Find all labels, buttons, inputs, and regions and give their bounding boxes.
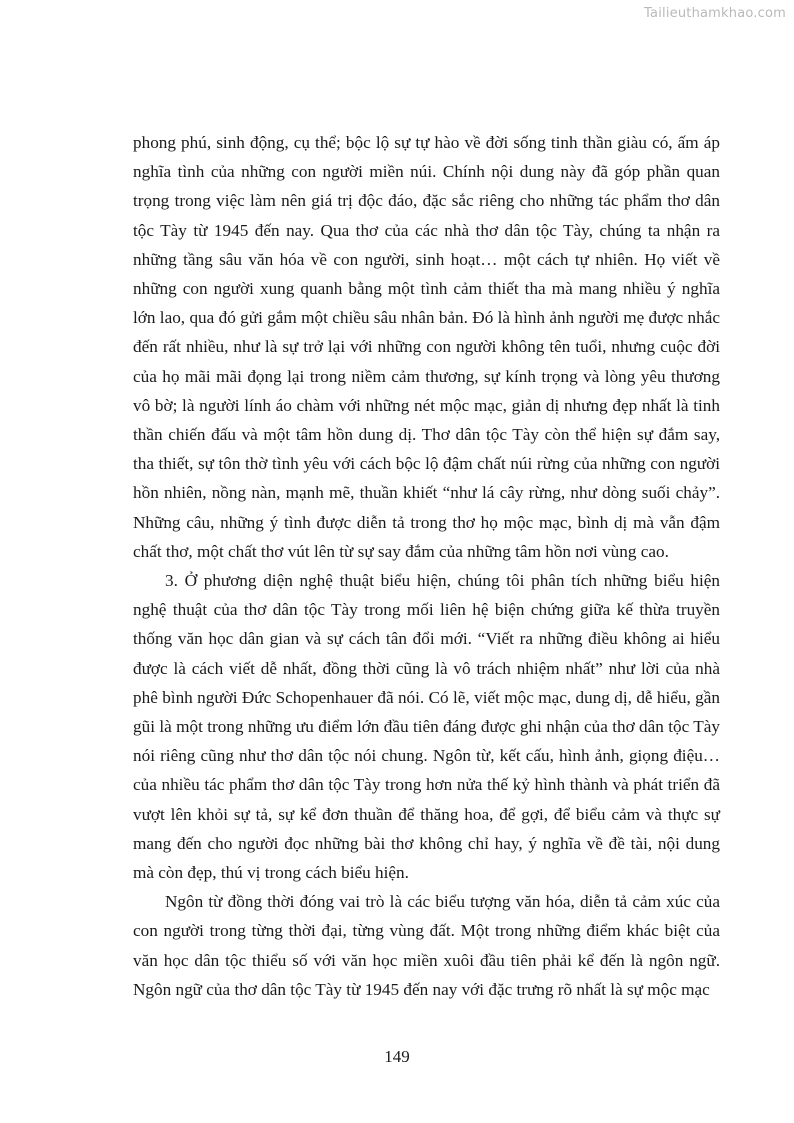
watermark-text: Tailieuthamkhao.com [644, 6, 786, 21]
paragraph-continuation: phong phú, sinh động, cụ thể; bộc lộ sự tự hào về đời sống tinh thần giàu có, ấm áp nghĩa tình của những con người miền núi. Chính nội dung này đã góp phần quan trọng trong việc làm nên giá trị độc đáo, đặc sắc riêng cho những tác phẩm thơ dân tộc Tày từ 1945 đến nay. Qua thơ của các nhà thơ dân tộc Tày, chúng ta nhận ra những tầng sâu văn hóa về con người, sinh hoạt… một cách tự nhiên. Họ viết về những con người xung quanh bằng một tình cảm thiết tha mà mang nhiều ý nghĩa lớn lao, qua đó gửi gắm một chiều sâu nhân bản. Đó là hình ảnh người mẹ được nhắc đến rất nhiều, như là sự trở lại với những con người không tên tuổi, nhưng cuộc đời của họ mãi mãi đọng lại trong niềm cảm thương, sự kính trọng và lòng yêu thương vô bờ; là người lính áo chàm với những nét mộc mạc, giản dị nhưng đẹp nhất là tinh thần chiến đấu và một tâm hồn dung dị. Thơ dân tộc Tày còn thể hiện sự đắm say, tha thiết, sự tôn thờ tình yêu với cách bộc lộ đậm chất núi rừng của những con người hồn nhiên, nồng nàn, mạnh mẽ, thuần khiết “như lá cây rừng, như dòng suối chảy”. Những câu, những ý tình được diễn tả trong thơ họ mộc mạc, bình dị mà vẫn đậm chất thơ, một chất thơ vút lên từ sự say đắm của những tâm hồn nơi vùng cao. [133, 133, 720, 561]
page-number: 149 [384, 1047, 410, 1066]
paragraph-language: Ngôn từ đồng thời đóng vai trò là các biểu tượng văn hóa, diễn tả cảm xúc của con người trong từng thời đại, từng vùng đất. Một trong những điểm khác biệt của văn học dân tộc thiểu số với văn học miền xuôi đầu tiên phải kể đến là ngôn ngữ. Ngôn ngữ của thơ dân tộc Tày từ 1945 đến nay với đặc trưng rõ nhất là sự mộc mạc [133, 892, 720, 999]
page-body [133, 128, 720, 1004]
paragraph-artistic-expression: 3. Ở phương diện nghệ thuật biểu hiện, chúng tôi phân tích những biểu hiện nghệ thuật của thơ dân tộc Tày trong mối liên hệ biện chứng giữa kế thừa truyền thống văn học dân gian và sự cách tân đổi mới. “Viết ra những điều không ai hiểu được là cách viết dễ nhất, đồng thời cũng là vô trách nhiệm nhất” như lời của nhà phê bình người Đức Schopenhauer đã nói. Có lẽ, viết mộc mạc, dung dị, dễ hiểu, gần gũi là một trong những ưu điểm lớn đầu tiên đáng được ghi nhận của thơ dân tộc Tày nói riêng cũng như thơ dân tộc nói chung. Ngôn từ, kết cấu, hình ảnh, giọng điệu… của nhiều tác phẩm thơ dân tộc Tày trong hơn nửa thế kỷ hình thành và phát triển đã vượt lên khỏi sự tả, sự kể đơn thuần để thăng hoa, để gợi, để biểu cảm và thực sự mang đến cho người đọc những bài thơ không chỉ hay, ý nghĩa về đề tài, nội dung mà còn đẹp, thú vị trong cách biểu hiện. [133, 571, 720, 883]
